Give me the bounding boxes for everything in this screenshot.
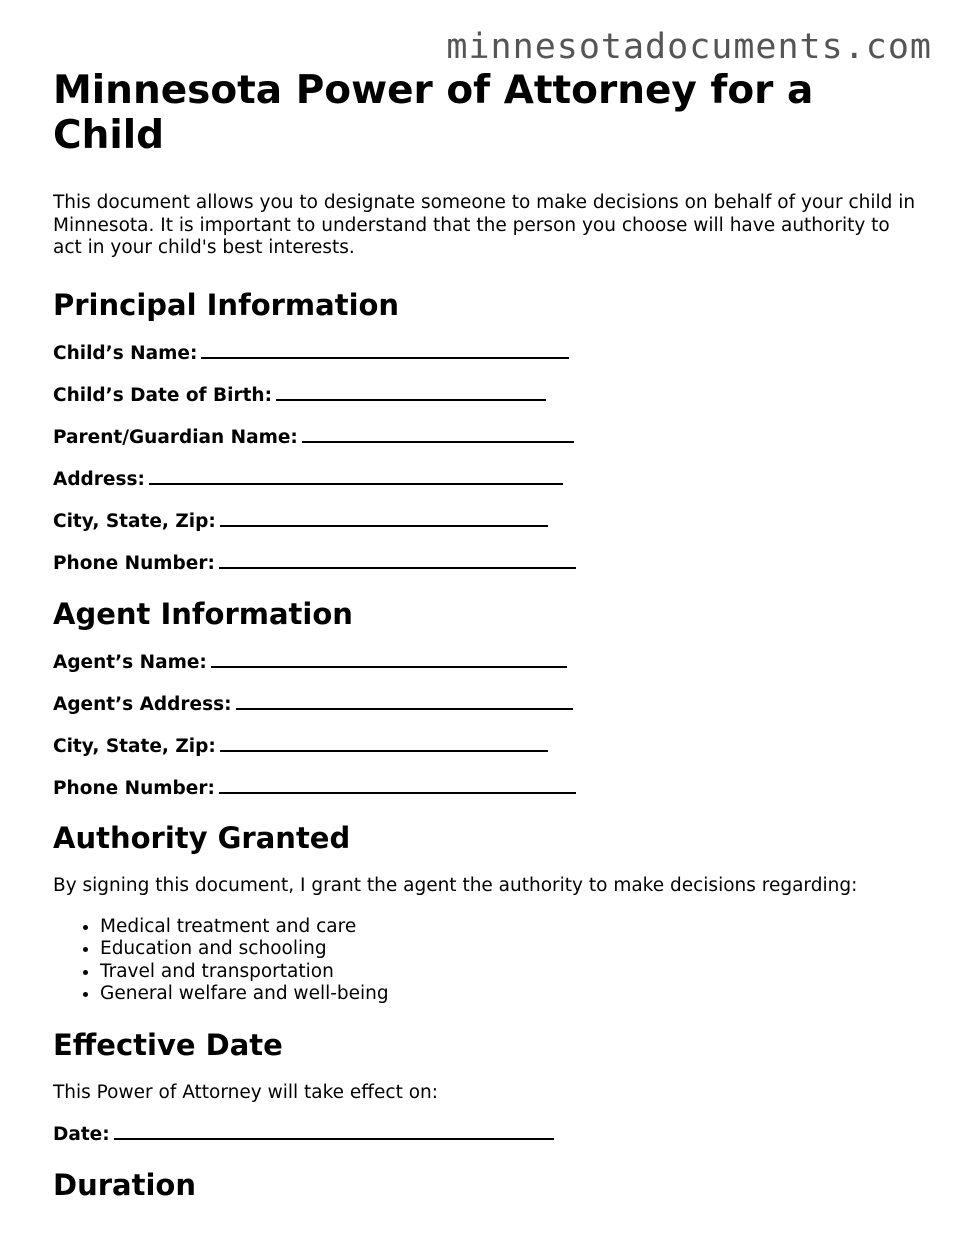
principal-phone-line[interactable] (219, 552, 576, 569)
agent-city-state-zip-line[interactable] (220, 735, 548, 752)
effective-date-heading: Effective Date (53, 1027, 283, 1062)
field-label: Address: (53, 468, 145, 490)
childs-dob-field[interactable] (53, 384, 923, 407)
field-label: Phone Number: (53, 552, 215, 574)
list-item: • General welfare and well-being (100, 983, 923, 1006)
childs-name-line[interactable] (201, 342, 569, 359)
principal-phone-field[interactable] (53, 552, 923, 575)
list-item: • Travel and transportation (100, 961, 923, 984)
field-label: Child’s Name: (53, 342, 198, 364)
agent-phone-field[interactable] (53, 777, 923, 800)
agent-city-state-zip-field[interactable] (53, 735, 923, 758)
intro-paragraph: This document allows you to designate someone to make decisions on behalf of your child in Minnesota. It is important to understand that the person you choose will have authority to act in your child's best interests. (53, 192, 916, 258)
principal-address-field[interactable] (53, 468, 923, 491)
field-label: City, State, Zip: (53, 510, 216, 532)
principal-city-state-zip-line[interactable] (220, 510, 548, 527)
parent-guardian-name-field[interactable] (53, 426, 923, 449)
authority-list (53, 916, 923, 1006)
field-label: Parent/Guardian Name: (53, 426, 298, 448)
childs-dob-line[interactable] (276, 384, 546, 401)
field-label: Date: (53, 1123, 110, 1145)
principal-address-line[interactable] (149, 468, 563, 485)
authority-text: By signing this document, I grant the agent the authority to make decisions regarding: (53, 874, 858, 896)
principal-heading: Principal Information (53, 287, 400, 322)
field-label: Agent’s Name: (53, 651, 207, 673)
agent-address-line[interactable] (236, 693, 573, 710)
document-title: Minnesota Power of Attorney for a Child (53, 68, 814, 158)
agent-name-field[interactable] (53, 651, 923, 674)
effective-date-field[interactable] (53, 1123, 923, 1146)
childs-name-field[interactable] (53, 342, 923, 365)
list-item: • Medical treatment and care (100, 916, 923, 939)
field-label: Phone Number: (53, 777, 215, 799)
agent-phone-line[interactable] (219, 777, 576, 794)
effective-date-line[interactable] (114, 1123, 554, 1140)
agent-address-field[interactable] (53, 693, 923, 716)
principal-city-state-zip-field[interactable] (53, 510, 923, 533)
field-label: City, State, Zip: (53, 735, 216, 757)
site-watermark: minnesotadocuments.com (446, 27, 932, 67)
duration-heading: Duration (53, 1167, 196, 1202)
document-page (53, 68, 923, 1202)
authority-heading: Authority Granted (53, 820, 351, 855)
effective-date-text: This Power of Attorney will take effect on: (53, 1081, 439, 1103)
field-label: Child’s Date of Birth: (53, 384, 273, 406)
agent-name-line[interactable] (211, 651, 567, 668)
agent-heading: Agent Information (53, 596, 353, 631)
list-item: • Education and schooling (100, 938, 923, 961)
field-label: Agent’s Address: (53, 693, 232, 715)
parent-guardian-name-line[interactable] (302, 426, 574, 443)
